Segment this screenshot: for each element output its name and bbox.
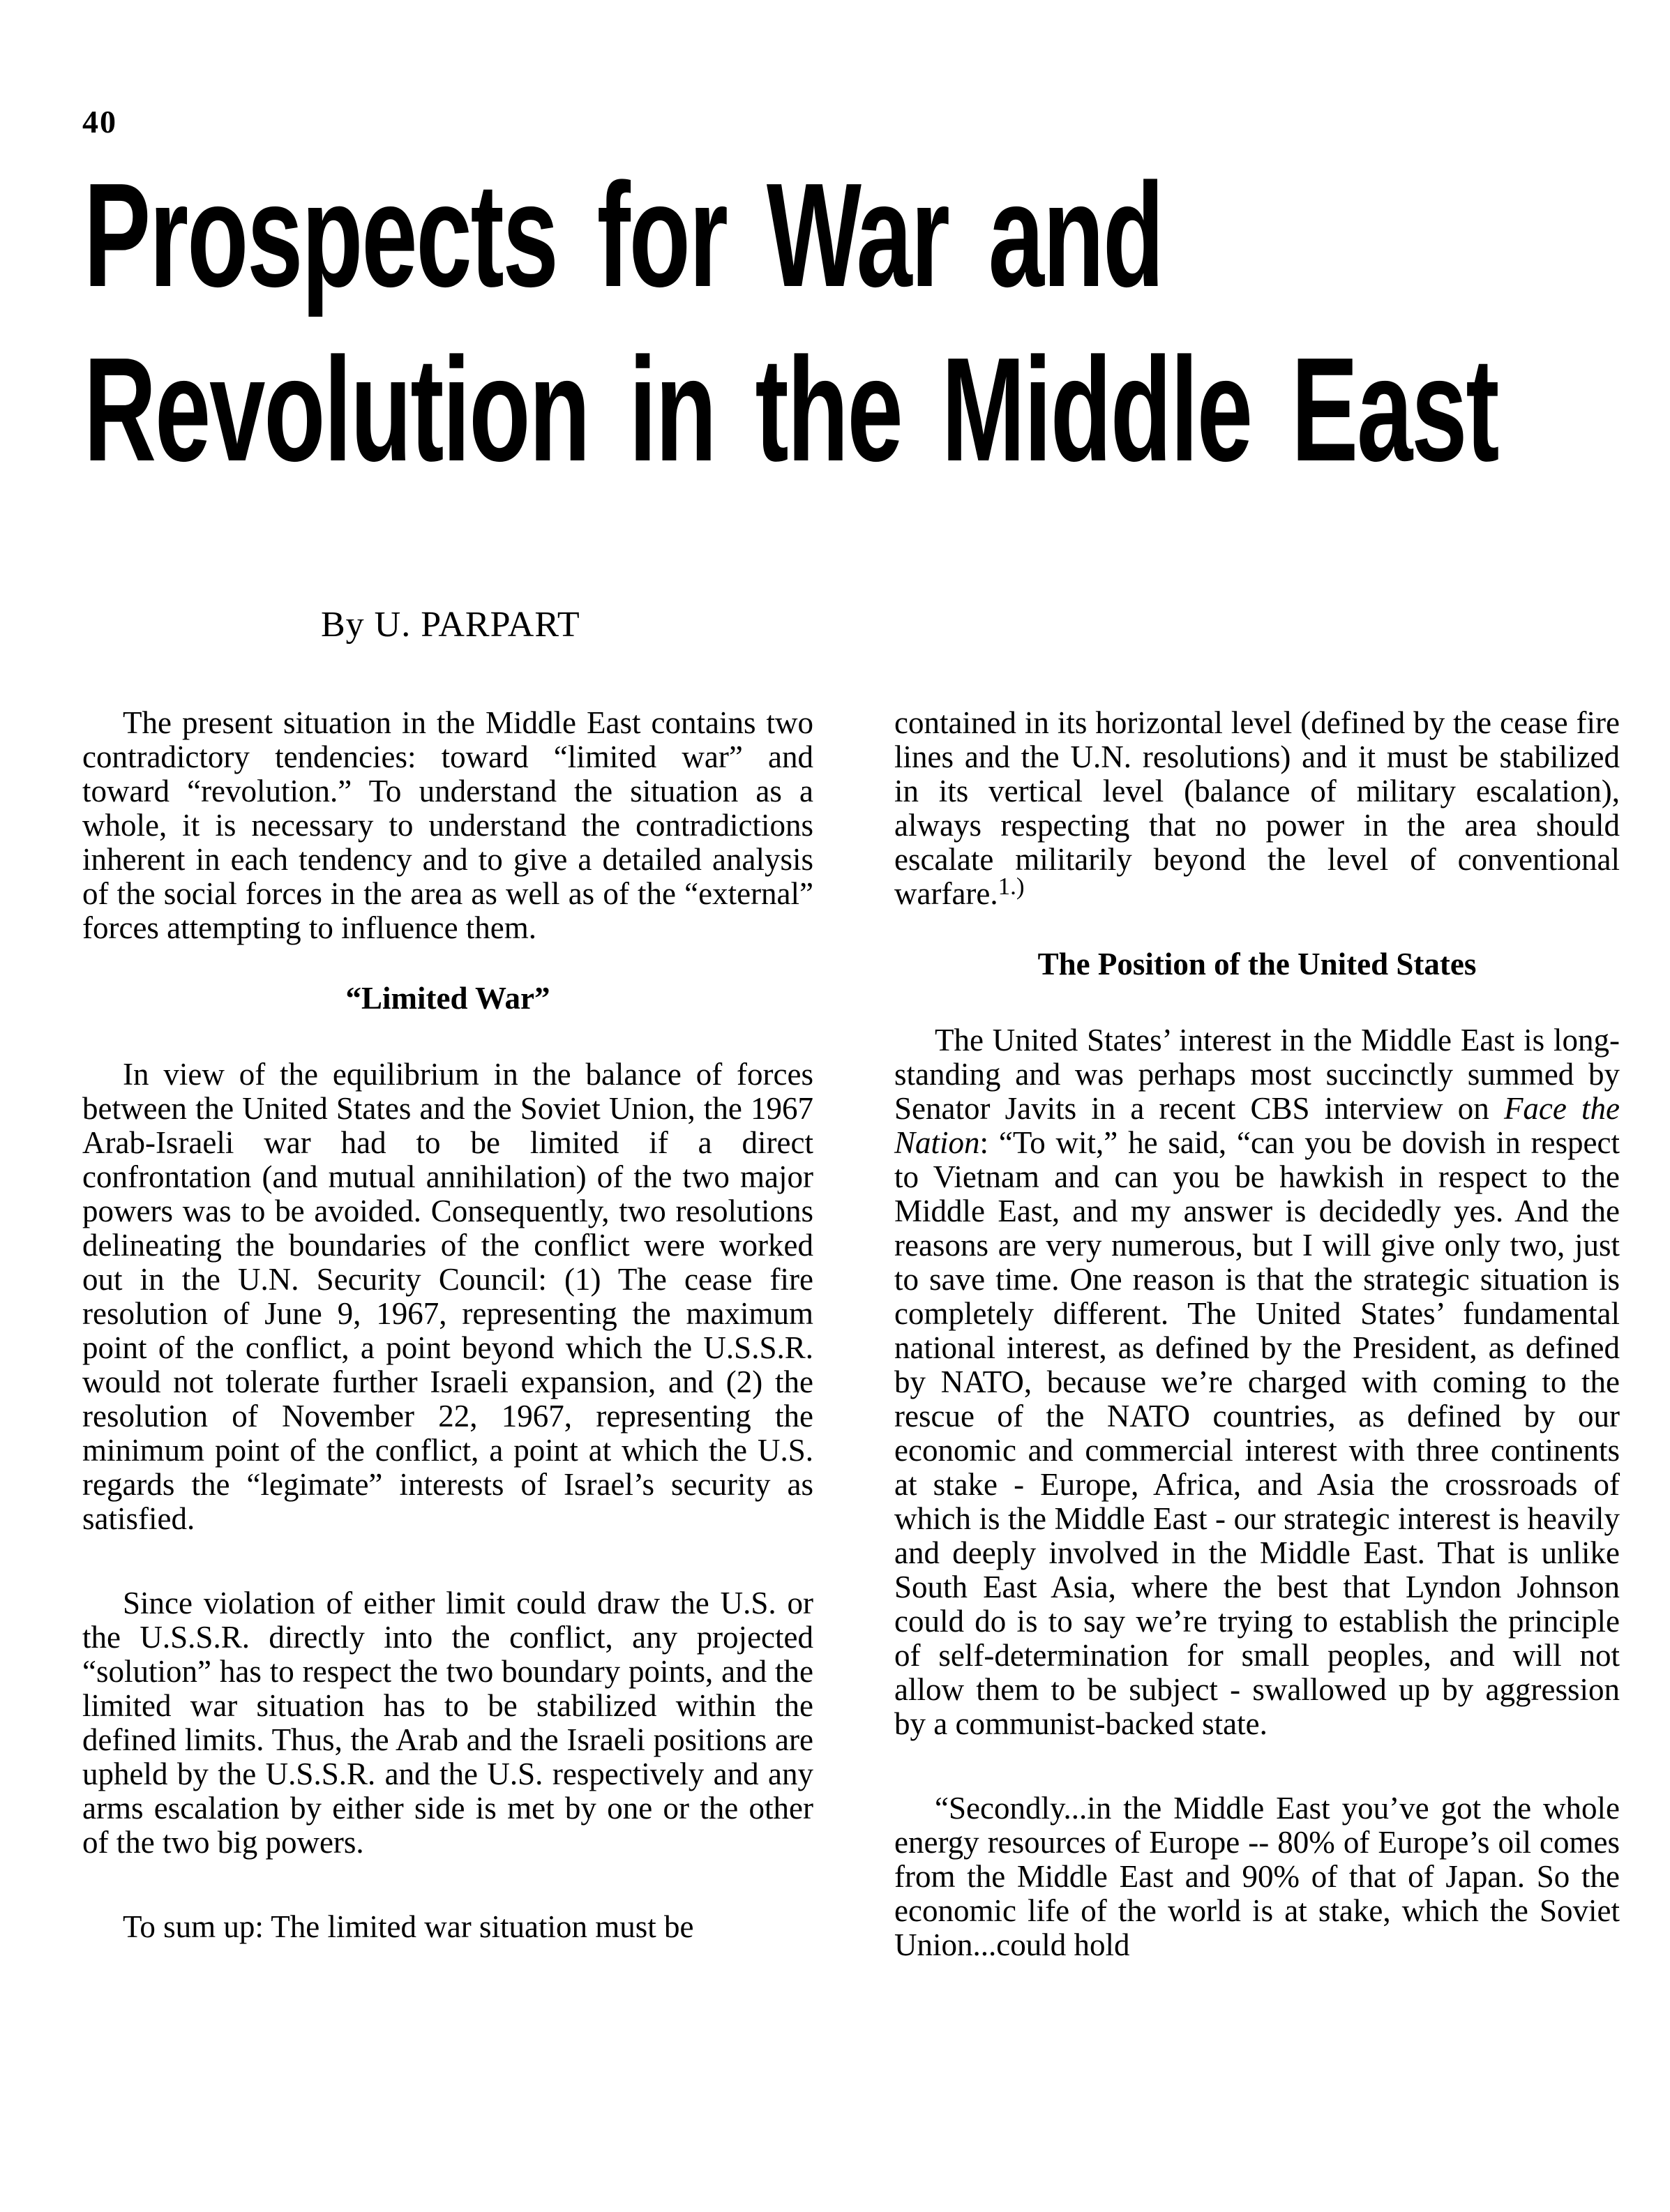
left-column: [82, 706, 813, 1944]
article-title-line-2: Revolution in the Middle East: [84, 326, 1498, 492]
byline: By U. PARPART: [321, 605, 580, 645]
footnote-marker: 1.): [998, 873, 1025, 900]
left-paragraph-violation: Since violation of either limit could draw the U.S. or the U.S.S.R. directly into the conflict, any projected “solution” has to respect the two boundary points, and the limited war situation has to be stabilized within the defined limits. Thus, the Arab and the Israeli positions are upheld by the U.S.S.R. and the U.S. respectively and any arms escalation by either side is met by one or the other of the two big powers.: [82, 1586, 813, 1860]
article-title-line-1: Prospects for War and: [84, 152, 1163, 317]
javits-quote-lead: The United States’ interest in the Middle East is long-standing and was perhaps most succinctly summed by Senator Javits in a recent CBS interview on: [894, 1023, 1620, 1126]
right-paragraph-javits: [894, 1023, 1620, 1741]
section-heading-us-position: The Position of the United States: [1037, 947, 1477, 981]
right-column: [894, 706, 1620, 1962]
right-paragraph-contained: [894, 706, 1620, 911]
javits-quote-body: : “To wit,” he said, “can you be dovish in respect to Vietnam and can you be hawkish in respect to the Middle East, and my answer is decidedly yes. And the reasons are very numerous, but I will give only two, just to save time. One reason is that the strategic situation is completely different. The United States’ fundamental national interest, as defined by the President, as defined by NATO, because we’re charged with coming to the rescue of the NATO countries, as defined by our economic and commercial interest with three continents at stake - Europe, Africa, and Asia the crossroads of which is the Middle East - our strategic interest is heavily and deeply involved in the Middle East. That is unlike South East Asia, where the best that Lyndon Johnson could do is to say we’re trying to establish the principle of self-determination for small peoples, and will not allow them to be subject - swallowed up by aggression by a communist-backed state.: [894, 1125, 1620, 1741]
left-paragraph-intro: The present situation in the Middle East contains two contradictory tendencies: toward “limited war” and toward “revolution.” To understand the situation as a whole, it is necessary to understand the contradictions inherent in each tendency and to give a detailed analysis of the social forces in the area as well as of the “external” forces attempting to influence them.: [82, 705, 813, 945]
article-title: [84, 148, 1498, 497]
face-the-nation-italic: Face the Nation: [894, 1091, 1620, 1160]
page-number: 40: [82, 104, 117, 140]
section-heading-limited-war: “Limited War”: [345, 981, 550, 1016]
right-paragraph-contained-text: contained in its horizontal level (defined by the cease fire lines and the U.N. resolutions) and it must be stabilized in its vertical level (balance of military escalation), always respecting that no power in the area should escalate militarily beyond the level of conventional warfare.: [894, 705, 1620, 911]
right-paragraph-secondly: “Secondly...in the Middle East you’ve got the whole energy resources of Europe -- 80% of Europe’s oil comes from the Middle East and 90% of that of Japan. So the economic life of the world is at stake, which the Soviet Union...could hold: [894, 1791, 1620, 1962]
left-paragraph-equilibrium: In view of the equilibrium in the balance of forces between the United States and the Soviet Union, the 1967 Arab-Israeli war had to be limited if a direct confrontation (and mutual annihilation) of the two major powers was to be avoided. Consequently, two resolutions delineating the boundaries of the conflict were worked out in the U.N. Security Council: (1) The cease fire resolution of June 9, 1967, representing the maximum point of the conflict, a point beyond which the U.S.S.R. would not tolerate further Israeli expansion, and (2) the resolution of November 22, 1967, representing the minimum point of the conflict, a point at which the U.S. regards the “legimate” interests of Israel’s security as satisfied.: [82, 1057, 813, 1536]
left-paragraph-sum-up: To sum up: The limited war situation must be: [123, 1909, 694, 1944]
